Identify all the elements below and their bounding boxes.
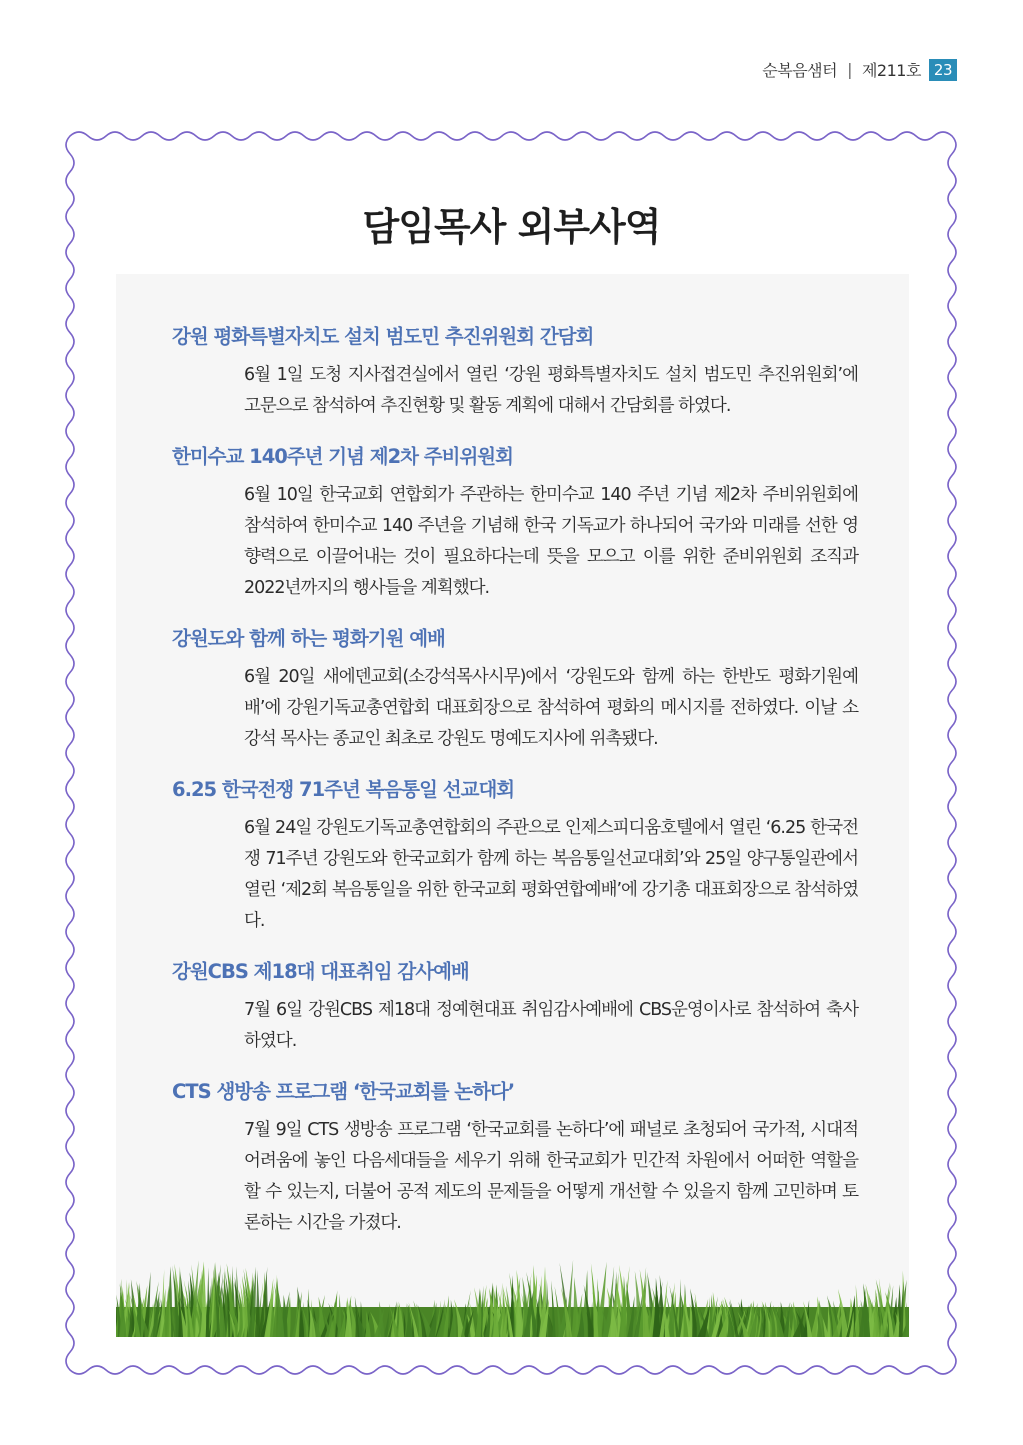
page-number-badge: 23 — [929, 59, 957, 81]
section-body: 6월 10일 한국교회 연합회가 주관하는 한미수교 140 주년 기념 제2차 주비위원회에 참석하여 한미수교 140 주년을 기념해 한국 기독교가 하나되어 국가와 미래를 선한 영향력으로 이끌어내는 것이 필요하다는데 뜻을 모으고 이를 위한 준비위원회 조직과 2022년까지의 행사들을 계획했다. — [244, 485, 858, 598]
section-body: 6월 20일 새에덴교회(소강석목사시무)에서 ‘강원도와 함께 하는 한반도 평화기원예배’에 강원기독교총연합회 대표회장으로 참석하여 평화의 메시지를 전하였다. 이날 소강석 목사는 종교인 최초로 강원도 명예도지사에 위촉됐다. — [244, 667, 858, 749]
publication-name: 순복음샘터 — [762, 61, 838, 80]
section-heading: 강원 평화특별자치도 설치 범도민 추진위원회 간담회 — [172, 325, 594, 348]
section-item — [172, 322, 862, 422]
section-heading: 6.25 한국전쟁 71주년 복음통일 선교대회 — [172, 778, 515, 801]
section-body: 6월 24일 강원도기독교총연합회의 주관으로 인제스피디움호텔에서 열린 ‘6.25 한국전쟁 71주년 강원도와 한국교회가 함께 하는 복음통일선교대회’와 25일 양구통일관에서 열린 ‘제2회 복음통일을 위한 한국교회 평화연합예배’에 강기총 대표회장으로 참석하였다. — [244, 818, 858, 931]
section-heading: CTS 생방송 프로그램 ‘한국교회를 논하다’ — [172, 1080, 515, 1103]
section-body: 7월 6일 강원CBS 제18대 정예현대표 취임감사예배에 CBS운영이사로 참석하여 축사하였다. — [244, 1000, 858, 1051]
section-item — [172, 775, 862, 937]
grass-illustration — [116, 1242, 909, 1337]
ministry-sections — [172, 322, 862, 1259]
header-separator: | — [847, 60, 852, 79]
section-heading: 한미수교 140주년 기념 제2차 주비위원회 — [172, 445, 513, 468]
section-item — [172, 624, 862, 755]
section-item — [172, 957, 862, 1057]
page-title: 담임목사 외부사역 — [362, 205, 661, 249]
section-body: 6월 1일 도청 지사접견실에서 열린 ‘강원 평화특별자치도 설치 범도민 추진위원회’에 고문으로 참석하여 추진현황 및 활동 계획에 대해서 간담회를 하였다. — [244, 365, 858, 416]
section-heading: 강원CBS 제18대 대표취임 감사예배 — [172, 960, 469, 983]
section-item — [172, 442, 862, 604]
section-item — [172, 1077, 862, 1239]
section-body: 7월 9일 CTS 생방송 프로그램 ‘한국교회를 논하다’에 패널로 초청되어 국가적, 시대적 어려움에 놓인 다음세대들을 세우기 위해 한국교회가 민간적 차원에서 어떠한 역할을 할 수 있는지, 더불어 공적 제도의 문제들을 어떻게 개선할 수 있을지 함께 고민하며 토론하는 시간을 가졌다. — [244, 1120, 858, 1233]
issue-number: 제211호 — [861, 61, 921, 80]
page-header — [762, 58, 957, 81]
section-heading: 강원도와 함께 하는 평화기원 예배 — [172, 627, 445, 650]
